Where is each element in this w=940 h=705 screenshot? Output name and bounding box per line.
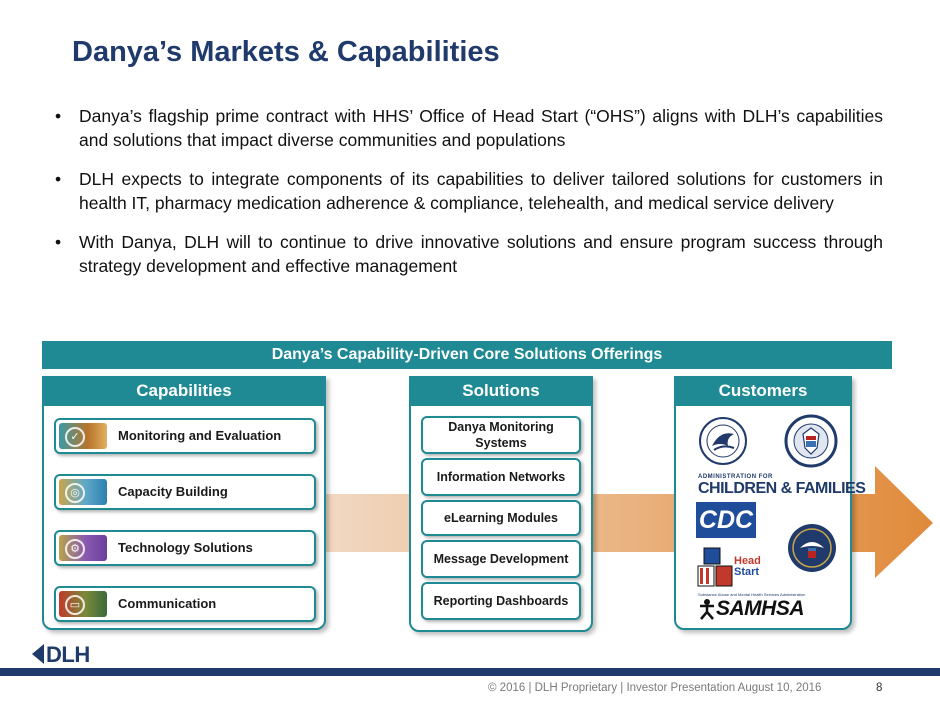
page-number: 8 [876, 682, 883, 694]
dlh-logo [32, 642, 90, 668]
bullet-item [55, 167, 883, 215]
acf-logo [698, 474, 866, 498]
acf-main-text: CHILDREN & FAMILIES [698, 480, 866, 497]
page-title: Danya’s Markets & Capabilities [72, 36, 500, 68]
capability-capacity-building [54, 474, 316, 510]
network-icon: ◎ [65, 483, 85, 503]
head-text: Head [734, 555, 761, 567]
head-start-blocks-icon [696, 546, 734, 590]
solution-item: Message Development [421, 540, 581, 578]
hhs-seal-icon [698, 416, 748, 466]
technology-thumbnail [59, 535, 107, 561]
va-seal-icon [786, 522, 838, 574]
bullet-item [55, 230, 883, 278]
dlh-triangle-icon [32, 644, 44, 664]
solution-item: eLearning Modules [421, 500, 581, 536]
bullet-text: With Danya, DLH will to continue to drive innovative solutions and ensure program success through strategy development and effective management [79, 232, 883, 276]
capability-technology-solutions [54, 530, 316, 566]
customers-heading: Customers [674, 376, 852, 406]
samhsa-figure-icon [698, 598, 716, 620]
samhsa-top-text: Substance Abuse and Mental Health Services Administration [698, 592, 806, 597]
solution-item: Information Networks [421, 458, 581, 496]
customers-panel [674, 376, 866, 630]
capabilities-heading: Capabilities [42, 376, 326, 406]
solution-item: Danya Monitoring Systems [421, 416, 581, 454]
bullet-dot: • [55, 169, 62, 189]
solutions-heading: Solutions [409, 376, 593, 406]
communication-thumbnail [59, 591, 107, 617]
gear-icon: ⚙ [65, 539, 85, 559]
capability-label: Monitoring and Evaluation [118, 428, 282, 443]
capacity-thumbnail [59, 479, 107, 505]
bullet-item [55, 104, 883, 152]
bullet-text: Danya’s flagship prime contract with HHS’ Office of Head Start (“OHS”) aligns with DLH’s capabilities and solutions that impact diverse communities and populations [79, 106, 883, 150]
footer-copyright: © 2016 | DLH Proprietary | Investor Presentation August 10, 2016 [488, 682, 822, 694]
monitoring-thumbnail [59, 423, 107, 449]
capability-communication [54, 586, 316, 622]
samhsa-text: SAMHSA [716, 597, 805, 620]
capability-monitoring-evaluation [54, 418, 316, 454]
capability-label: Capacity Building [118, 484, 228, 499]
cdc-text: CDC [698, 506, 754, 534]
bullet-text: DLH expects to integrate components of its capabilities to deliver tailored solutions for customers in health IT, pharmacy medication adherence & compliance, telehealth, and medical service delivery [79, 169, 883, 213]
core-solutions-banner: Danya’s Capability-Driven Core Solutions Offerings [42, 341, 892, 369]
dhs-seal-icon [784, 414, 838, 468]
cdc-logo [696, 502, 756, 538]
capability-label: Communication [118, 596, 217, 611]
footer-bar [0, 668, 940, 676]
head-start-text [734, 556, 761, 578]
bullet-list [55, 104, 883, 293]
capability-label: Technology Solutions [118, 540, 253, 555]
solutions-panel [409, 376, 593, 632]
acf-top-text: ADMINISTRATION FOR [698, 474, 773, 480]
solution-item: Reporting Dashboards [421, 582, 581, 620]
message-icon: ▭ [65, 595, 85, 615]
start-text: Start [734, 566, 760, 578]
bullet-dot: • [55, 232, 62, 252]
chart-icon: ✓ [65, 427, 85, 447]
bullet-dot: • [55, 106, 62, 126]
samhsa-logo [698, 592, 838, 621]
capabilities-panel [42, 376, 326, 630]
dlh-logo-text: DLH [46, 642, 90, 667]
